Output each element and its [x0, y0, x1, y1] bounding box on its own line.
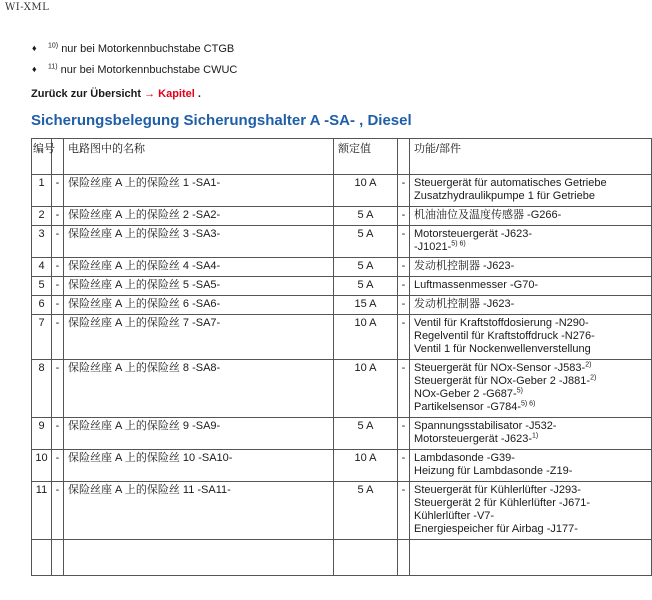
circuit-name: 保险丝座 A 上的保险丝 5 -SA5-: [64, 277, 334, 296]
component-line: [414, 228, 647, 241]
empty-cell: [32, 540, 52, 576]
component-line: [414, 279, 647, 292]
dash-separator: -: [52, 258, 64, 277]
circuit-name: 保险丝座 A 上的保险丝 4 -SA4-: [64, 258, 334, 277]
table-header-row: [32, 139, 652, 175]
dash-separator: -: [52, 175, 64, 207]
dash-separator: -: [52, 482, 64, 540]
dash-separator: -: [398, 175, 410, 207]
component-line: [414, 298, 647, 311]
dash-separator: -: [398, 418, 410, 450]
function-components: [410, 482, 652, 540]
kapitel-link[interactable]: [144, 88, 195, 100]
footnote-ref: 2): [590, 374, 597, 382]
footnote-ref: 5): [516, 387, 523, 395]
component-line: [414, 375, 647, 388]
empty-cell: [398, 540, 410, 576]
table-row: [32, 277, 652, 296]
fuse-rating: 5 A: [334, 277, 398, 296]
component-text: Steuergerät für NOx-Geber 2 -J881-: [414, 375, 591, 387]
dash-separator: -: [52, 296, 64, 315]
component-text: 机油油位及温度传感器 -G266-: [414, 209, 562, 221]
component-text: Kühlerlüfter -V7-: [414, 510, 495, 522]
table-body: [32, 175, 652, 576]
function-components: [410, 207, 652, 226]
fuse-number: 1: [32, 175, 52, 207]
component-text: Regelventil für Kraftstoffdruck -N276-: [414, 330, 595, 342]
table-row: [32, 418, 652, 450]
function-components: [410, 296, 652, 315]
dash-separator: -: [398, 207, 410, 226]
component-text: Partikelsensor -G784-: [414, 401, 521, 413]
component-line: [414, 343, 647, 356]
dash-separator: -: [398, 360, 410, 418]
empty-cell: [334, 540, 398, 576]
table-row: [32, 258, 652, 277]
component-text: Zusatzhydraulikpumpe 1 für Getriebe: [414, 190, 595, 202]
table-row: [32, 360, 652, 418]
component-text: Spannungsstabilisator -J532-: [414, 420, 557, 432]
footnote-number: 10): [48, 42, 59, 50]
dash-separator: -: [52, 226, 64, 258]
footnote-text: nur bei Motorkennbuchstabe CTGB: [61, 43, 235, 55]
dash-separator: -: [52, 360, 64, 418]
component-text: Motorsteuergerät -J623-: [414, 228, 532, 240]
fuse-rating: 10 A: [334, 360, 398, 418]
fuse-rating: 10 A: [334, 450, 398, 482]
component-text: Steuergerät für NOx-Sensor -J583-: [414, 362, 586, 374]
component-text: Ventil 1 für Nockenwellenverstellung: [414, 343, 591, 355]
table-row: [32, 450, 652, 482]
header-function: 功能/部件: [410, 139, 652, 175]
component-text: -J1021-: [414, 241, 452, 253]
fuse-number: 9: [32, 418, 52, 450]
dash-separator: -: [398, 482, 410, 540]
fuse-number: 11: [32, 482, 52, 540]
fuse-rating: 5 A: [334, 482, 398, 540]
arrow-right-icon: →: [144, 88, 156, 100]
back-suffix: .: [197, 88, 201, 100]
table-row: [32, 226, 652, 258]
component-line: [414, 401, 647, 414]
circuit-name: 保险丝座 A 上的保险丝 2 -SA2-: [64, 207, 334, 226]
fuse-rating: 10 A: [334, 315, 398, 360]
section-title: Sicherungsbelegung Sicherungshalter A -SA- , Diesel: [31, 112, 412, 129]
fuse-number: 8: [32, 360, 52, 418]
component-text: Steuergerät 2 für Kühlerlüfter -J671-: [414, 497, 591, 509]
component-text: Ventil für Kraftstoffdosierung -N290-: [414, 317, 589, 329]
empty-cell: [64, 540, 334, 576]
circuit-name: 保险丝座 A 上的保险丝 11 -SA11-: [64, 482, 334, 540]
header-name: 电路图中的名称: [64, 139, 334, 175]
component-line: [414, 452, 647, 465]
header-separator: [398, 139, 410, 175]
header-no: 编号: [32, 139, 52, 175]
footnote-ref: 2): [585, 361, 592, 369]
table-row: [32, 175, 652, 207]
component-line: [414, 362, 647, 375]
component-line: [414, 420, 647, 433]
dash-separator: -: [398, 296, 410, 315]
circuit-name: 保险丝座 A 上的保险丝 7 -SA7-: [64, 315, 334, 360]
function-components: [410, 175, 652, 207]
back-to-overview: [31, 88, 201, 100]
dash-separator: -: [398, 450, 410, 482]
component-text: 发动机控制器 -J623-: [414, 298, 515, 310]
component-text: 发动机控制器 -J623-: [414, 260, 515, 272]
component-line: [414, 241, 647, 254]
component-line: [414, 317, 647, 330]
fuse-rating: 10 A: [334, 175, 398, 207]
dash-separator: -: [398, 277, 410, 296]
document-id-header: WI-XML: [5, 2, 50, 13]
footnote-text: nur bei Motorkennbuchstabe CWUC: [60, 64, 238, 76]
component-text: Motorsteuergerät -J623-: [414, 433, 532, 445]
component-text: Energiespeicher für Airbag -J177-: [414, 523, 578, 535]
component-text: Luftmassenmesser -G70-: [414, 279, 539, 291]
bullet-icon: ♦: [32, 64, 37, 74]
dash-separator: -: [398, 258, 410, 277]
component-text: Lambdasonde -G39-: [414, 452, 515, 464]
fuse-number: 3: [32, 226, 52, 258]
component-line: [414, 465, 647, 478]
fuse-rating: 5 A: [334, 418, 398, 450]
kapitel-link-label: Kapitel: [158, 88, 195, 100]
function-components: [410, 360, 652, 418]
component-text: Heizung für Lambdasonde -Z19-: [414, 465, 573, 477]
fuse-number: 5: [32, 277, 52, 296]
empty-cell: [52, 540, 64, 576]
empty-cell: [410, 540, 652, 576]
fuse-number: 2: [32, 207, 52, 226]
circuit-name: 保险丝座 A 上的保险丝 1 -SA1-: [64, 175, 334, 207]
fuse-number: 6: [32, 296, 52, 315]
footnote-ref: 5) 6): [451, 240, 466, 248]
table-row: [32, 482, 652, 540]
dash-separator: -: [52, 207, 64, 226]
circuit-name: 保险丝座 A 上的保险丝 8 -SA8-: [64, 360, 334, 418]
circuit-name: 保险丝座 A 上的保险丝 9 -SA9-: [64, 418, 334, 450]
component-text: NOx-Geber 2 -G687-: [414, 388, 517, 400]
fuse-number: 10: [32, 450, 52, 482]
component-line: [414, 177, 647, 190]
component-line: [414, 388, 647, 401]
fuse-table: [31, 138, 652, 576]
component-line: [414, 209, 647, 222]
bullet-icon: ♦: [32, 43, 37, 53]
component-line: [414, 510, 647, 523]
dash-separator: -: [52, 450, 64, 482]
circuit-name: 保险丝座 A 上的保险丝 6 -SA6-: [64, 296, 334, 315]
fuse-rating: 15 A: [334, 296, 398, 315]
dash-separator: -: [398, 315, 410, 360]
table-row: [32, 207, 652, 226]
back-prefix: Zurück zur Übersicht: [31, 88, 142, 100]
table-row: [32, 296, 652, 315]
function-components: [410, 277, 652, 296]
circuit-name: 保险丝座 A 上的保险丝 3 -SA3-: [64, 226, 334, 258]
component-line: [414, 330, 647, 343]
function-components: [410, 226, 652, 258]
footnote-ref: 1): [532, 432, 539, 440]
dash-separator: -: [398, 226, 410, 258]
component-line: [414, 190, 647, 203]
fuse-number: 7: [32, 315, 52, 360]
function-components: [410, 450, 652, 482]
component-line: [414, 260, 647, 273]
component-text: Steuergerät für automatisches Getriebe: [414, 177, 607, 189]
fuse-number: 4: [32, 258, 52, 277]
component-line: [414, 433, 647, 446]
function-components: [410, 315, 652, 360]
header-rating: 额定值: [334, 139, 398, 175]
table-row-partial: [32, 540, 652, 576]
component-line: [414, 497, 647, 510]
function-components: [410, 418, 652, 450]
component-text: Steuergerät für Kühlerlüfter -J293-: [414, 484, 581, 496]
dash-separator: -: [52, 277, 64, 296]
dash-separator: -: [52, 418, 64, 450]
function-components: [410, 258, 652, 277]
component-line: [414, 523, 647, 536]
fuse-rating: 5 A: [334, 226, 398, 258]
footnote-ref: 5) 6): [521, 400, 536, 408]
circuit-name: 保险丝座 A 上的保险丝 10 -SA10-: [64, 450, 334, 482]
fuse-rating: 5 A: [334, 258, 398, 277]
fuse-rating: 5 A: [334, 207, 398, 226]
component-line: [414, 484, 647, 497]
footnote-number: 11): [48, 63, 58, 71]
table-row: [32, 315, 652, 360]
dash-separator: -: [52, 315, 64, 360]
